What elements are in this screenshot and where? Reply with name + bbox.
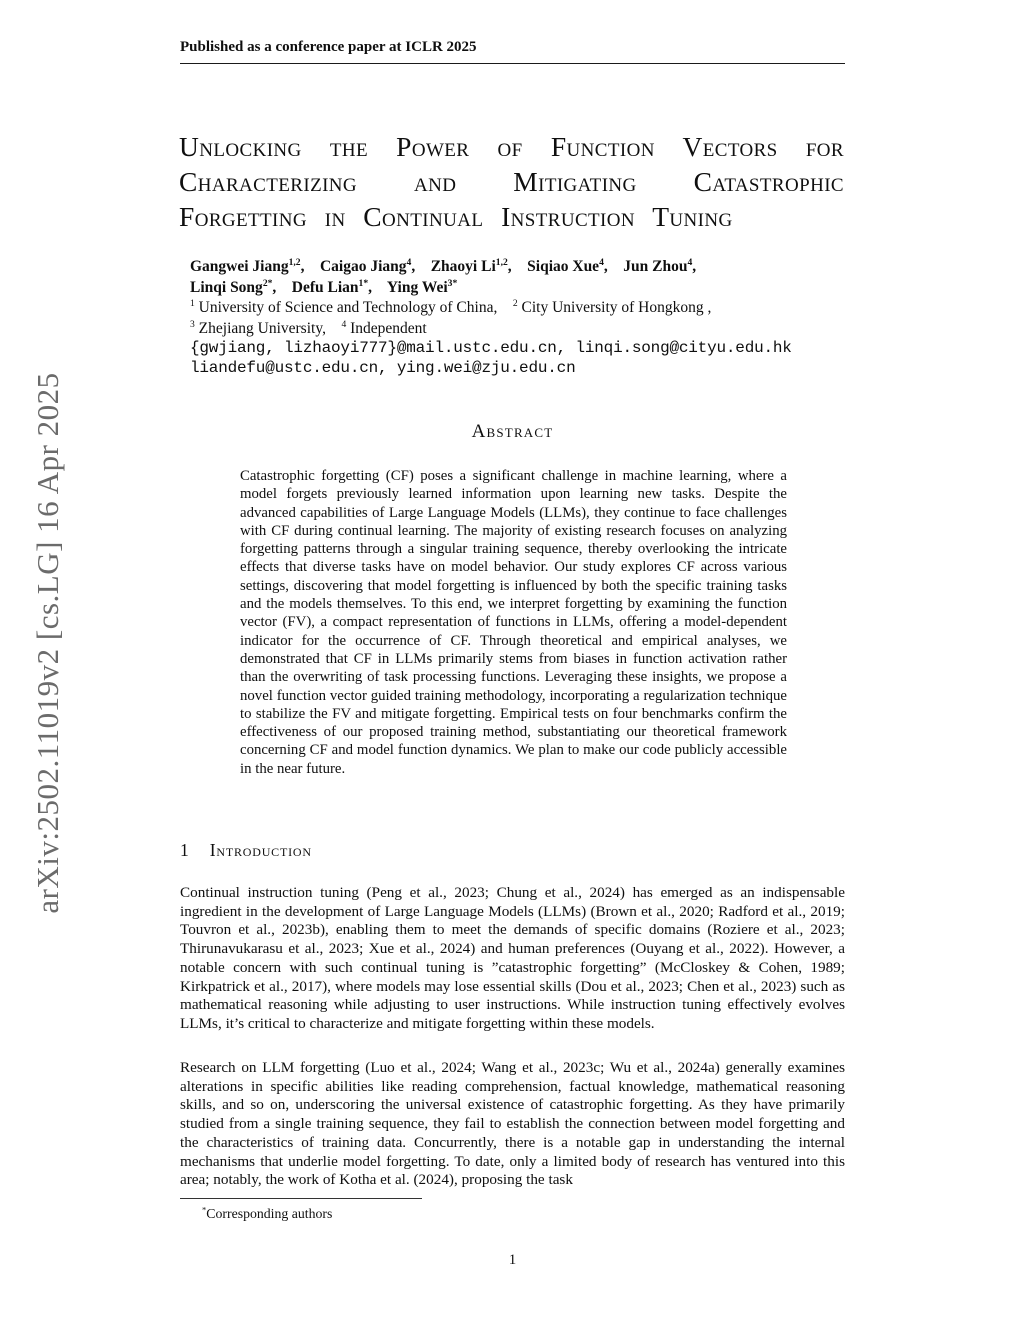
- email-line-1: {gwjiang, lizhaoyi777}@mail.ustc.edu.cn, linqi.song@cityu.edu.hk: [190, 339, 792, 357]
- paper-title-line-2: Characterizing and Mitigating Catastrophic: [179, 166, 844, 197]
- paper-title: [179, 129, 844, 234]
- affiliation-line-2: $^3$ Zhejiang University, $^4$ Independent: [190, 318, 427, 337]
- intro-paragraph-2: Research on LLM forgetting (Luo et al., 2024; Wang et al., 2023c; Wu et al., 2024a) generally examines alterations in specific abilities like reading comprehension, factual knowledge, mathematical reasoning skills, and so on, underscoring the universal existence of catastrophic forgetting. As they have primarily studied from a single training sequence, they fail to establish the connection between model forgetting and the characteristics of training data. Concurrently, there is a notable gap in understanding the internal mechanisms that underlie model forgetting. To date, only a limited body of research has ventured into this area; notably, the work of Kotha et al. (2024), proposing the task: [180, 1059, 845, 1189]
- email-line-2: liandefu@ustc.edu.cn, ying.wei@zju.edu.cn: [190, 358, 576, 377]
- arxiv-stamp: arXiv:2502.11019v2 [cs.LG] 16 Apr 2025: [30, 372, 65, 914]
- footnote-rule: [180, 1198, 422, 1199]
- section-heading-introduction: [180, 840, 312, 861]
- author-block: [190, 257, 850, 378]
- abstract-text: Catastrophic forgetting (CF) poses a significant challenge in machine learning, where a model forgets previously learned information upon learning new tasks. Despite the advanced capabilities of Large Language Models (LLMs), they continue to face challenges with CF during continual learning. The majority of existing research focuses on analyzing forgetting patterns through a singular training sequence, thereby overlooking the intricate effects that diverse tasks have on model behavior. Our study explores CF across various settings, discovering that model forgetting is influenced by both the specific training tasks and the models themselves. To this end, we interpret forgetting by examining the function vector (FV), a compact representation of functions in LLMs, offering a model-dependent indicator for the occurrence of CF. Through theoretical and empirical analyses, we demonstrated that CF in LLMs primarily stems from biases in function activation rather than the overwriting of task processing functions. Leveraging these insights, we propose a novel function vector guided training methodology, incorporating a regularization technique to stabilize the FV and mitigate forgetting. Empirical tests on four benchmarks confirm the effectiveness of our proposed training method, substantiating our theoretical framework concerning CF and model function dynamics. We plan to make our code publicly accessible in the near future.: [240, 468, 787, 777]
- affiliation-line-1: $^1$ University of Science and Technology of China, $^2$ City University of Hongkong ,: [190, 297, 712, 316]
- header-rule: [180, 63, 845, 64]
- author-names-line-1: Gangwei Jiang$^{1,2}$, Caigao Jiang$^4$, Zhaoyi Li$^{1,2}$, Siqiao Xue$^4$, Jun Zhou$^4$,: [190, 256, 697, 275]
- page-number: 1: [508, 1252, 517, 1268]
- corresponding-authors-footnote: *Corresponding authors: [202, 1204, 333, 1221]
- abstract-heading: Abstract: [471, 421, 554, 442]
- section-number: 1: [180, 840, 189, 860]
- intro-paragraph-1: Continual instruction tuning (Peng et al., 2023; Chung et al., 2024) has emerged as an indispensable ingredient in the development of Large Language Models (LLMs) (Brown et al., 2020; Radford et al., 2019; Touvron et al., 2023b), enabling them to meet the demands of specific domains (Roziere et al., 2023; Thirunavukarasu et al., 2023; Xue et al., 2024) and human preferences (Ouyang et al., 2022). However, a notable concern with such continual tuning is ”catastrophic forgetting” (McCloskey & Cohen, 1989; Kirkpatrick et al., 2017), where models may lose essential skills (Dou et al., 2023; Chen et al., 2023) such as mathematical reasoning while adjusting to user instructions. While instruction tuning effectively evolves LLMs, it’s critical to characterize and mitigate forgetting within these models.: [180, 884, 845, 1032]
- conference-header: Published as a conference paper at ICLR 2025: [180, 39, 477, 55]
- paper-title-line-3: Forgetting in Continual Instruction Tuning: [179, 201, 733, 232]
- section-title: Introduction: [209, 840, 312, 860]
- author-names-line-2: Linqi Song$^{2*}$, Defu Lian$^{1*}$, Ying Wei$^{3*}$: [190, 277, 458, 296]
- paper-title-line-1: Unlocking the Power of Function Vectors for: [179, 131, 844, 162]
